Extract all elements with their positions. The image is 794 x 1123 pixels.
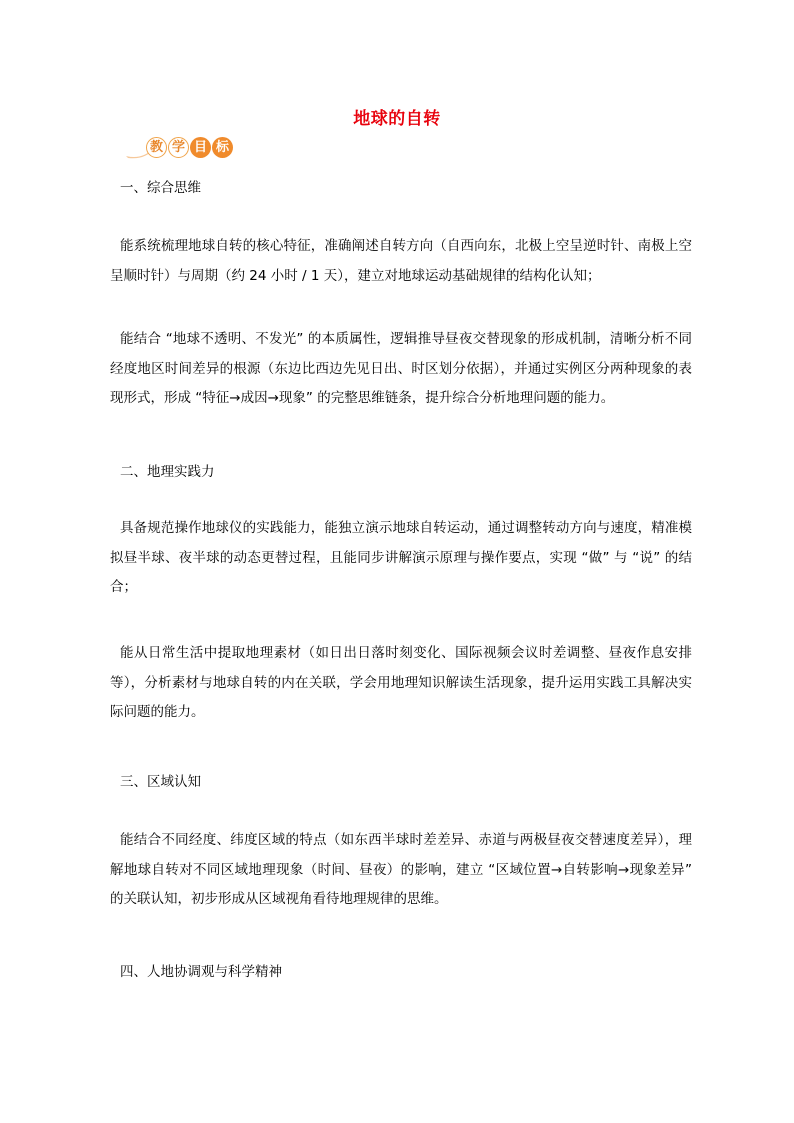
document-title: 地球的自转 — [353, 109, 441, 129]
paragraph: 能从日常生活中提取地理素材（如日出日落时刻变化、国际视频会议时差调整、昼夜作息安排等），分析素材与地球自转的内在关联，学会用地理知识解读生活现象，提升运用实践工具解决实际问题的能力。 — [110, 645, 692, 720]
badge-char: 学 — [168, 137, 189, 158]
section-heading: 二、地理实践力 — [120, 464, 215, 480]
badge-char: 教 — [146, 137, 167, 158]
badge-char: 目 — [190, 137, 211, 158]
badge-char: 标 — [212, 137, 233, 158]
section-heading: 三、区域认知 — [120, 774, 201, 790]
badge-chars — [146, 137, 233, 158]
paragraph: 能结合不同经度、纬度区域的特点（如东西半球时差差异、赤道与两极昼夜交替速度差异），理解地球自转对不同区域地理现象（时间、昼夜）的影响，建立 “区域位置→自转影响→现象差异” 的关联认知，初步形成从区域视角看待地理规律的思维。 — [110, 832, 692, 907]
teaching-goals-badge — [124, 134, 234, 166]
paragraph: 具备规范操作地球仪的实践能力，能独立演示地球自转运动，通过调整转动方向与速度，精准模拟昼半球、夜半球的动态更替过程，且能同步讲解演示原理与操作要点，实现 “做” 与 “说” 的结合； — [110, 520, 692, 595]
paragraph: 能结合 “地球不透明、不发光” 的本质属性，逻辑推导昼夜交替现象的形成机制，清晰分析不同经度地区时间差异的根源（东边比西边先见日出、时区划分依据），并通过实例区分两种现象的表现形式，形成 “特征→成因→现象” 的完整思维链条，提升综合分析地理问题的能力。 — [110, 331, 692, 406]
paragraph: 能系统梳理地球自转的核心特征，准确阐述自转方向（自西向东，北极上空呈逆时针、南极上空呈顺时针）与周期（约 24 小时 / 1 天），建立对地球运动基础规律的结构化认知； — [110, 238, 692, 284]
section-heading: 一、综合思维 — [120, 180, 201, 196]
section-heading: 四、人地协调观与科学精神 — [120, 964, 282, 980]
